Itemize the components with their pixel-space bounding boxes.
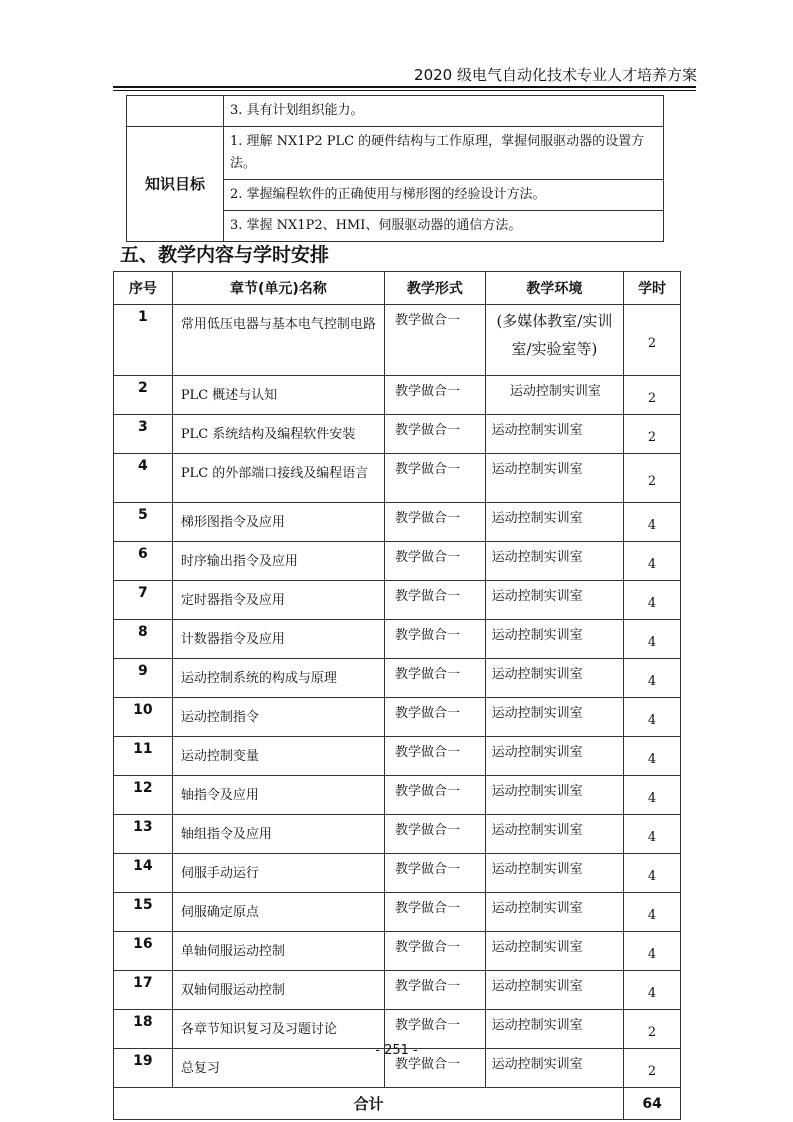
- section-title: 五、教学内容与学时安排: [120, 244, 330, 266]
- hours: 4: [624, 776, 681, 815]
- chapter-name: 梯形图指令及应用: [172, 503, 384, 542]
- knowledge-item: 3. 掌握 NX1P2、HMI、伺服驱动器的通信方法。: [224, 211, 664, 242]
- hours: 4: [624, 620, 681, 659]
- teaching-environment: 运动控制实训室: [485, 776, 623, 815]
- teaching-form: 教学做合一: [385, 776, 486, 815]
- chapter-name: 运动控制变量: [172, 737, 384, 776]
- teaching-environment: 运动控制实训室: [485, 454, 623, 503]
- teaching-form: 教学做合一: [385, 737, 486, 776]
- teaching-environment: 运动控制实训室: [485, 1049, 623, 1088]
- chapter-name: 计数器指令及应用: [172, 620, 384, 659]
- table-row: [114, 620, 681, 659]
- teaching-form: 教学做合一: [385, 581, 486, 620]
- knowledge-goals-label: 知识目标: [127, 127, 224, 242]
- knowledge-item: 1. 理解 NX1P2 PLC 的硬件结构与工作原理，掌握伺服驱动器的设置方法。: [224, 127, 664, 180]
- row-number: 18: [114, 1010, 173, 1049]
- teaching-environment: 运动控制实训室: [485, 620, 623, 659]
- row-number: 12: [114, 776, 173, 815]
- teaching-form: 教学做合一: [385, 698, 486, 737]
- hours: 4: [624, 581, 681, 620]
- teaching-form: 教学做合一: [385, 893, 486, 932]
- teaching-environment: 运动控制实训室: [485, 815, 623, 854]
- document-header-title: 2020 级电气自动化技术专业人才培养方案: [414, 66, 697, 84]
- chapter-name: 常用低压电器与基本电气控制电路: [172, 305, 384, 376]
- header-teaching-form: 教学形式: [385, 272, 486, 305]
- chapter-name: PLC 概述与认知: [172, 376, 384, 415]
- table-row: [114, 737, 681, 776]
- teaching-environment: 运动控制实训室: [485, 893, 623, 932]
- table-row: [114, 698, 681, 737]
- row-number: 8: [114, 620, 173, 659]
- header-no: 序号: [114, 272, 173, 305]
- row-number: 2: [114, 376, 173, 415]
- chapter-name: 运动控制系统的构成与原理: [172, 659, 384, 698]
- row-number: 14: [114, 854, 173, 893]
- hours: 4: [624, 893, 681, 932]
- chapter-name: 伺服确定原点: [172, 893, 384, 932]
- teaching-form: 教学做合一: [385, 454, 486, 503]
- row-number: 4: [114, 454, 173, 503]
- row-number: 9: [114, 659, 173, 698]
- row-number: 13: [114, 815, 173, 854]
- table-row: [114, 305, 681, 376]
- teaching-form: 教学做合一: [385, 971, 486, 1010]
- objective-item: 3. 具有计划组织能力。: [224, 96, 664, 127]
- table-row: [114, 542, 681, 581]
- hours: 2: [624, 305, 681, 376]
- hours: 4: [624, 737, 681, 776]
- table-body: [114, 305, 681, 1088]
- teaching-form: 教学做合一: [385, 1010, 486, 1049]
- hours: 4: [624, 815, 681, 854]
- chapter-name: 单轴伺服运动控制: [172, 932, 384, 971]
- hours: 2: [624, 376, 681, 415]
- hours: 4: [624, 932, 681, 971]
- teaching-environment: (多媒体教室/实训室/实验室等): [485, 305, 623, 376]
- teaching-form: 教学做合一: [385, 415, 486, 454]
- header-hours: 学时: [624, 272, 681, 305]
- hours: 4: [624, 659, 681, 698]
- table-row: [114, 776, 681, 815]
- teaching-environment: 运动控制实训室: [485, 503, 623, 542]
- teaching-form: 教学做合一: [385, 620, 486, 659]
- header-teaching-environment: 教学环境: [485, 272, 623, 305]
- row-number: 16: [114, 932, 173, 971]
- hours: 2: [624, 1010, 681, 1049]
- table-row: [114, 971, 681, 1010]
- chapter-name: PLC 系统结构及编程软件安装: [172, 415, 384, 454]
- chapter-name: 各章节知识复习及习题讨论: [172, 1010, 384, 1049]
- teaching-environment: 运动控制实训室: [485, 581, 623, 620]
- teaching-form: 教学做合一: [385, 376, 486, 415]
- teaching-environment: 运动控制实训室: [485, 542, 623, 581]
- table-row: [114, 815, 681, 854]
- header-chapter-name: 章节(单元)名称: [172, 272, 384, 305]
- teaching-environment: 运动控制实训室: [485, 971, 623, 1010]
- chapter-name: 轴指令及应用: [172, 776, 384, 815]
- teaching-form: 教学做合一: [385, 1049, 486, 1088]
- knowledge-item: 2. 掌握编程软件的正确使用与梯形图的经验设计方法。: [224, 180, 664, 211]
- row-number: 5: [114, 503, 173, 542]
- hours: 4: [624, 503, 681, 542]
- table-row: [114, 581, 681, 620]
- table-row: [114, 659, 681, 698]
- total-row: [114, 1088, 681, 1120]
- objectives-blank-cell: [127, 96, 224, 127]
- total-label: 合计: [114, 1088, 624, 1120]
- table-header-row: [114, 272, 681, 305]
- table-row: [114, 454, 681, 503]
- objectives-row: [127, 127, 664, 180]
- teaching-environment: 运动控制实训室: [485, 854, 623, 893]
- teaching-form: 教学做合一: [385, 503, 486, 542]
- teaching-form: 教学做合一: [385, 854, 486, 893]
- hours: 4: [624, 542, 681, 581]
- row-number: 3: [114, 415, 173, 454]
- table-row: [114, 376, 681, 415]
- header-rule-thin: [113, 90, 696, 91]
- teaching-environment: 运动控制实训室: [485, 1010, 623, 1049]
- hours: 4: [624, 698, 681, 737]
- teaching-form: 教学做合一: [385, 932, 486, 971]
- hours: 4: [624, 971, 681, 1010]
- row-number: 17: [114, 971, 173, 1010]
- teaching-form: 教学做合一: [385, 305, 486, 376]
- row-number: 7: [114, 581, 173, 620]
- objectives-row: [127, 96, 664, 127]
- row-number: 11: [114, 737, 173, 776]
- row-number: 19: [114, 1049, 173, 1088]
- table-row: [114, 854, 681, 893]
- total-hours: 64: [624, 1088, 681, 1120]
- table-row: [114, 415, 681, 454]
- teaching-form: 教学做合一: [385, 815, 486, 854]
- teaching-schedule-table: [113, 271, 681, 1120]
- teaching-form: 教学做合一: [385, 542, 486, 581]
- chapter-name: 运动控制指令: [172, 698, 384, 737]
- teaching-environment: 运动控制实训室: [485, 932, 623, 971]
- teaching-environment: 运动控制实训室: [485, 415, 623, 454]
- hours: 2: [624, 1049, 681, 1088]
- chapter-name: 伺服手动运行: [172, 854, 384, 893]
- teaching-environment: 运动控制实训室: [485, 376, 623, 415]
- row-number: 15: [114, 893, 173, 932]
- chapter-name: PLC 的外部端口接线及编程语言: [172, 454, 384, 503]
- hours: 4: [624, 854, 681, 893]
- chapter-name: 定时器指令及应用: [172, 581, 384, 620]
- page-number: - 251 -: [375, 1043, 418, 1058]
- teaching-environment: 运动控制实训室: [485, 659, 623, 698]
- row-number: 6: [114, 542, 173, 581]
- header-rule: [113, 86, 696, 88]
- table-row: [114, 503, 681, 542]
- hours: 2: [624, 415, 681, 454]
- objectives-table: [126, 95, 664, 242]
- table-row: [114, 932, 681, 971]
- row-number: 10: [114, 698, 173, 737]
- teaching-environment: 运动控制实训室: [485, 698, 623, 737]
- chapter-name: 轴组指令及应用: [172, 815, 384, 854]
- chapter-name: 双轴伺服运动控制: [172, 971, 384, 1010]
- row-number: 1: [114, 305, 173, 376]
- hours: 2: [624, 454, 681, 503]
- chapter-name: 时序输出指令及应用: [172, 542, 384, 581]
- chapter-name: 总复习: [172, 1049, 384, 1088]
- teaching-environment: 运动控制实训室: [485, 737, 623, 776]
- table-row: [114, 893, 681, 932]
- teaching-form: 教学做合一: [385, 659, 486, 698]
